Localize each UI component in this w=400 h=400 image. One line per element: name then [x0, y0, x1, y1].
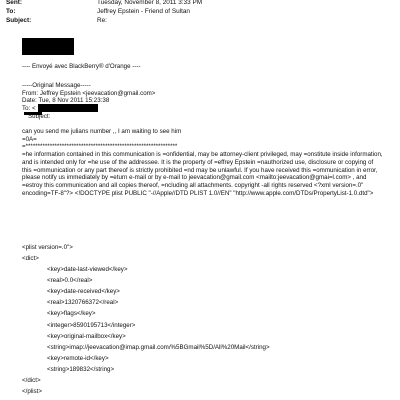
to-label: To:	[6, 8, 16, 15]
original-body: can you send me julians number ,, I am waiting to see him	[22, 128, 182, 135]
sent-value: Tuesday, November 8, 2011 3:33 PM	[97, 0, 203, 6]
plist-line: <key>date-received</key>	[47, 288, 120, 296]
disclaimer-stars: =***************************************************************	[22, 143, 178, 151]
plist-line: <dict>	[22, 254, 39, 262]
original-to-label: To: <	[22, 105, 36, 113]
original-from: From: Jeffrey Epstein <jeevacation@gmail.com>	[22, 89, 156, 97]
plist-line: <key>original-mailbox</key>	[47, 332, 126, 340]
redaction-block	[22, 38, 74, 55]
subject-label: Subject:	[6, 17, 32, 24]
plist-line: <string>imap://jeevacation@imap.gmail.com/%5BGmail%5D/All%20Mail</string>	[47, 343, 270, 351]
redaction-block	[38, 104, 98, 112]
blackberry-signature: ---- Envoyé avec BlackBerry® d'Orange ----	[22, 63, 141, 70]
plist-line: <real>1320766372</real>	[47, 299, 119, 307]
plist-line: <key>date-last-viewed</key>	[47, 265, 128, 273]
plist-line: <key>flags</key>	[47, 310, 96, 318]
plist-line: <real>0.0</real>	[47, 276, 93, 284]
plist-line: <plist version=.0">	[22, 243, 73, 251]
encoded-newline: =0A=	[22, 135, 37, 143]
original-subject: Subject:	[28, 112, 51, 120]
plist-line: </plist>	[22, 388, 42, 396]
confidentiality-disclaimer: =he information contained in this communication is =onfidential, may be attorney-client privileged, may =onstitute inside information, and is intended only for =he use of the addressee. It is the property of =effrey Epstein =nauthorized use, disclosure or copying of this =ommunication or any part thereof is strictly prohibited =nd may be unlawful. If you have received this =ommunication in error, please notify us immediately by =eturn e-mail or by e-mail to jeevacation@gmail.com <mailto:jeevacation@gmai=l.com> , and =estroy this communication and all copies thereof, =ncluding all attachments. copyright -all rights reserved <?xml version=.0" encoding=TF-8"?> <!DOCTYPE plist PUBLIC "-//Apple//DTD PLIST 1.0//EN" "http://www.apple.com/DTDs/PropertyList-1.0.dtd">	[22, 151, 383, 197]
plist-line: <integer>8590195713</integer>	[47, 321, 136, 329]
original-message-divider: -----Original Message-----	[22, 82, 91, 89]
plist-line: <key>remote-id</key>	[47, 355, 109, 362]
subject-value: Re:	[97, 17, 107, 24]
to-value: Jeffrey Epstein - Friend of Sultan	[97, 8, 190, 15]
plist-line: </dict>	[22, 377, 41, 385]
plist-line: <string>189832</string>	[47, 366, 115, 374]
original-date: Date: Tue, 8 Nov 2011 15:23:38	[22, 97, 110, 105]
sent-label: Sent:	[6, 0, 22, 6]
